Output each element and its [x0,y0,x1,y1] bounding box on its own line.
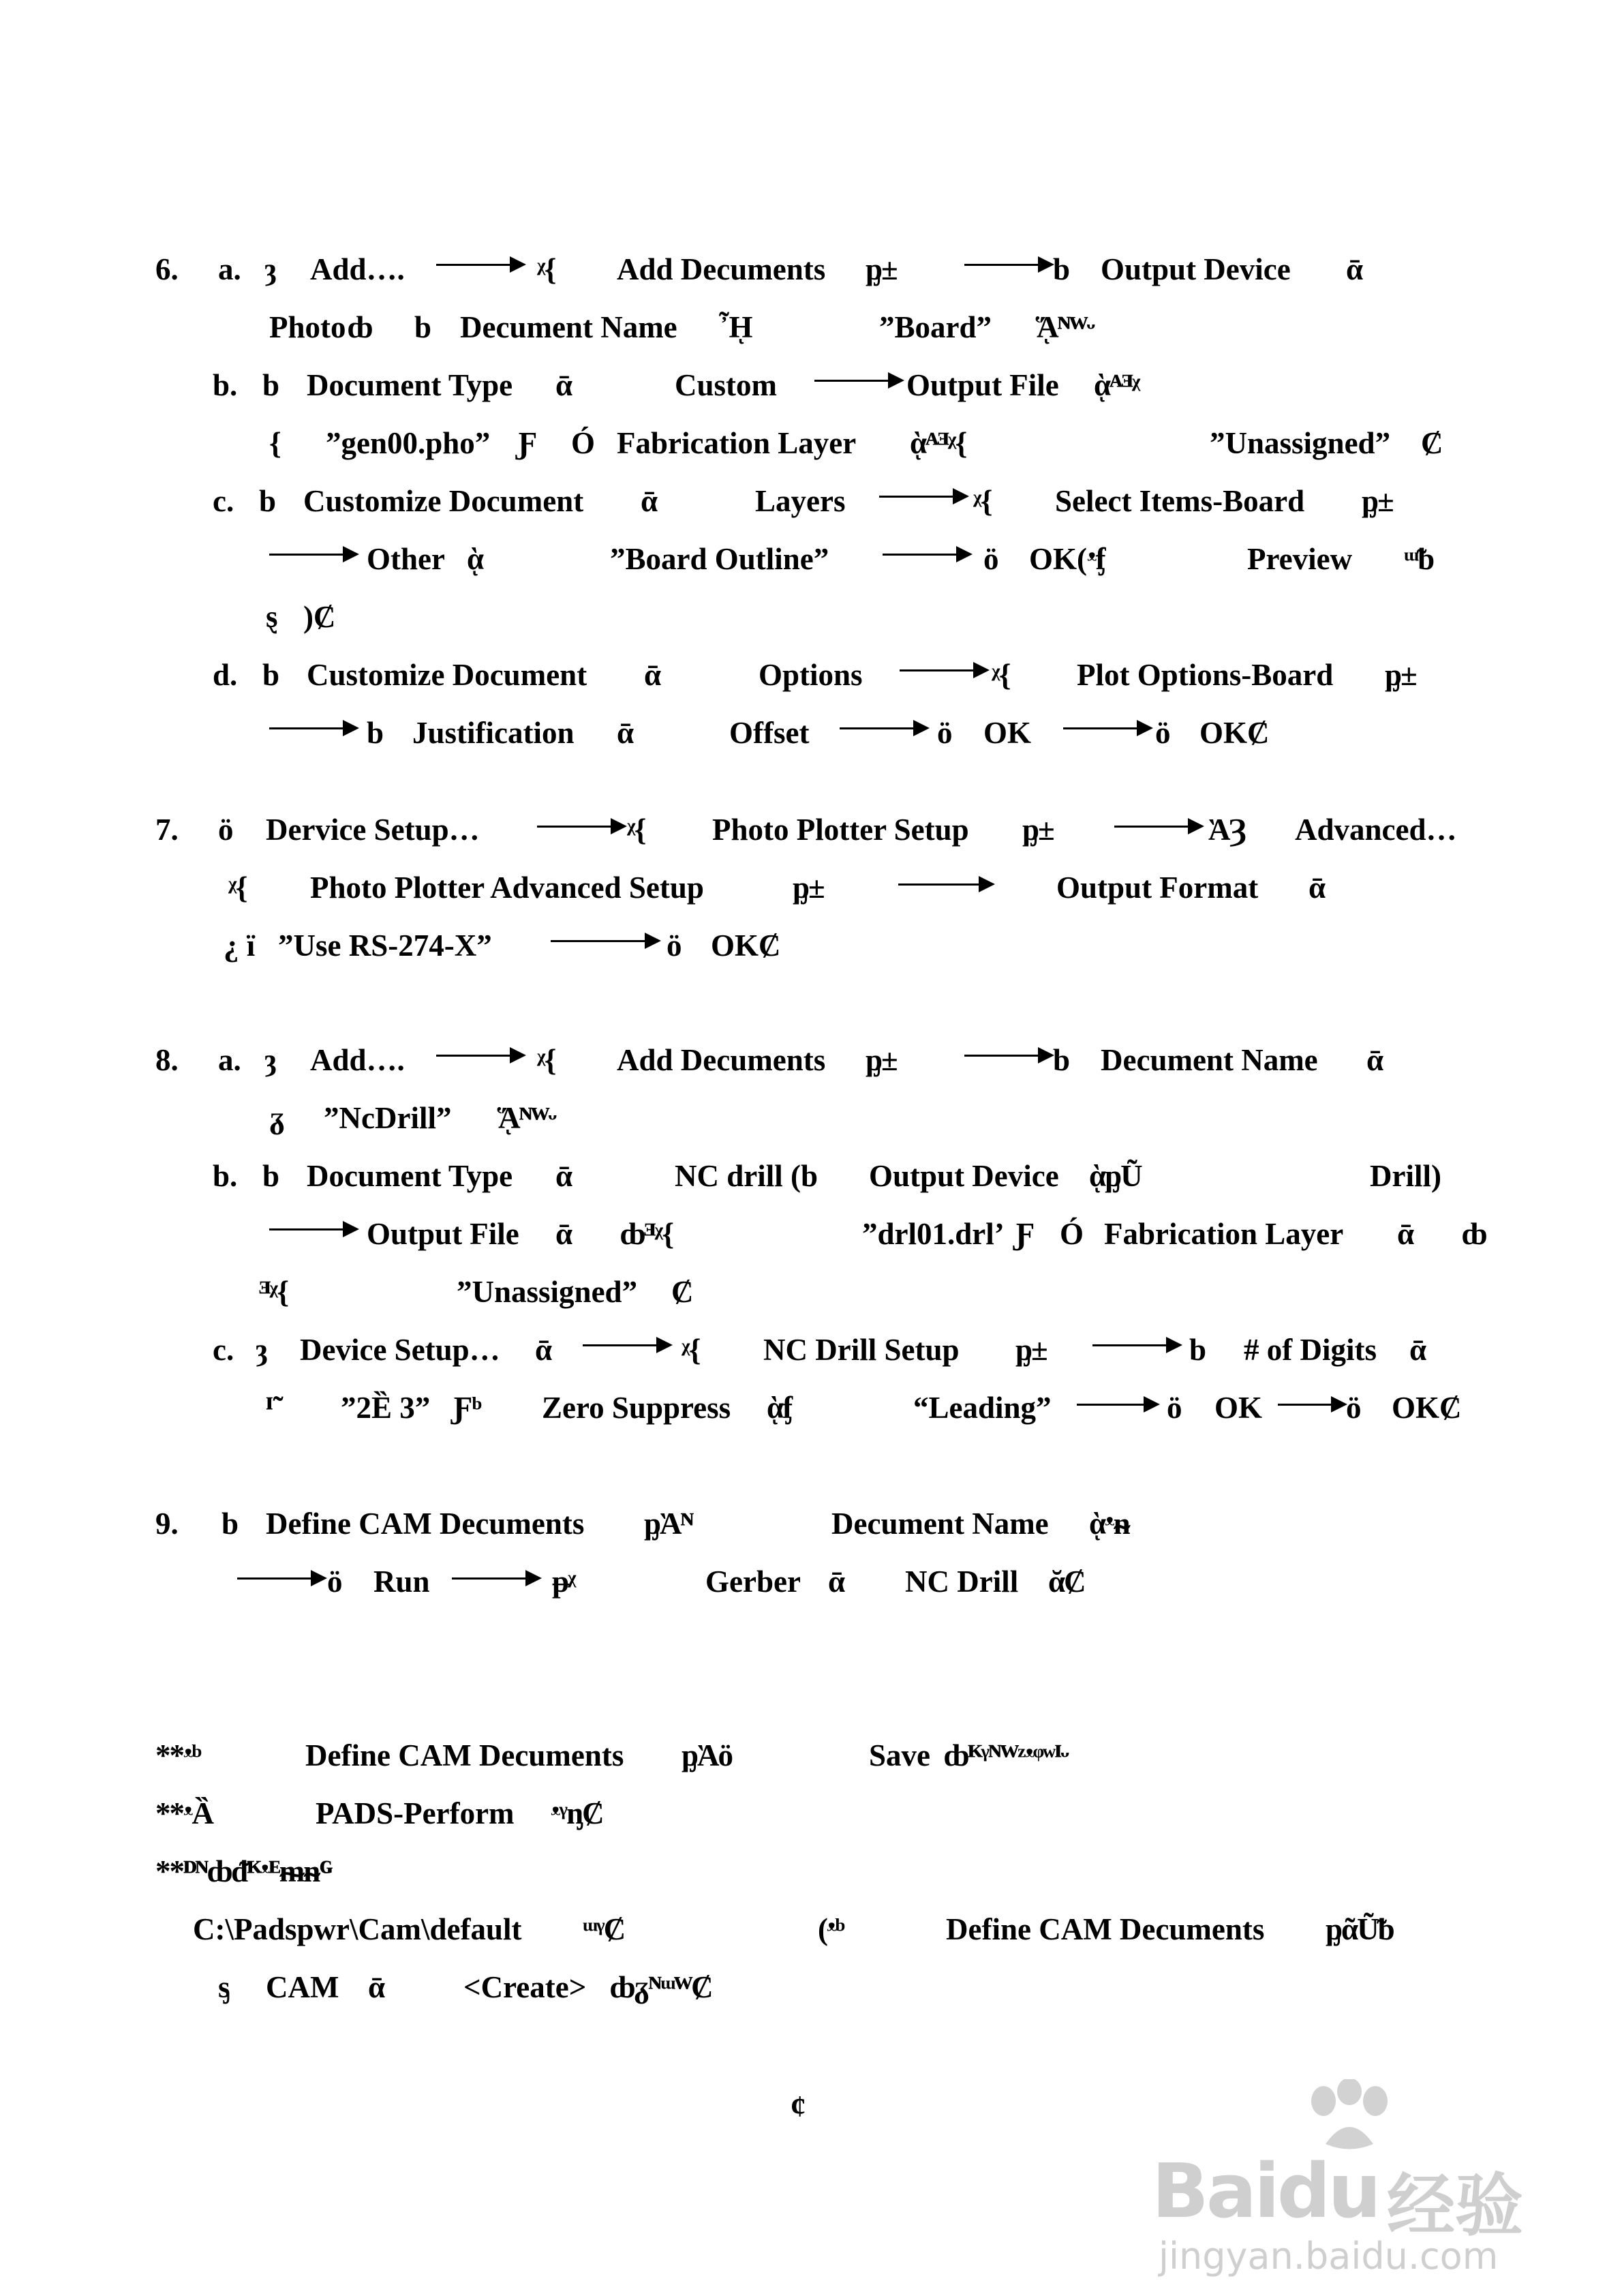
field-ref-zero-suppress: Zero Suppress [542,1391,731,1425]
garbled-text: ᴲᵡ{ [259,1275,288,1309]
garbled-text: ᾲᴬᴲᵡ [1094,368,1139,402]
arrow-icon [814,380,889,382]
garbled-text: { [269,426,281,460]
step6-line7 [0,596,1622,637]
step8-line1 [0,1040,1622,1081]
field-ref-fabrication-layer: Fabrication Layer [617,426,857,460]
garbled-text: ᵜᶂ [1087,542,1105,576]
garbled-text: b [221,1507,239,1541]
arrow-icon [840,727,915,729]
tab-ref-customize-document: Customize Document [303,484,584,518]
garbled-text: ȿ [266,600,278,634]
arrow-icon [551,940,646,942]
garbled-text: ᶈ± [1362,484,1393,518]
garbled-text: ӧ [327,1565,343,1599]
garbled-text: ᾲᶂ [767,1391,792,1425]
garbled-text: ᾞ [719,310,752,344]
arrow-icon [898,883,980,886]
garbled-text: b [414,310,432,344]
garbled-text: ᶈ± [793,871,824,905]
value-ref-unassigned: ”Unassigned” [457,1275,638,1309]
substep-label: b. [213,368,238,402]
garbled-text: Ó [571,426,596,460]
tab-ref-customize-document: Customize Document [307,658,587,692]
garbled-text: ᾱ [368,1970,384,2004]
garbled-text: b [367,716,384,750]
arrow-icon [452,1577,527,1580]
item-ref-create: <Create> [463,1970,587,2004]
garbled-text: ᾱ [828,1565,844,1599]
garbled-text: b [262,658,280,692]
garbled-text: ӧ [667,928,682,963]
arrow-icon [879,496,954,498]
value-ref-board: ”Board” [879,310,992,344]
button-ref-ok: OKȻ [1392,1391,1462,1425]
field-ref-fabrication-layer: Fabrication Layer [1104,1217,1344,1251]
garbled-text: b [262,1159,280,1193]
button-ref-ok: OKȻ [1199,716,1270,750]
garbled-text: ӧ [983,542,999,576]
note-line1 [0,1735,1622,1776]
arrow-icon [269,554,344,556]
substep-label: c. [213,484,234,518]
substep-label: b. [213,1159,238,1193]
note-line2 [0,1793,1622,1834]
garbled-text: ȸᴲᵡ{ [620,1217,673,1251]
tab-ref-layers: Layers [755,484,846,518]
arrow-icon [436,264,511,266]
option-ref-leading: “Leading” [913,1391,1052,1425]
step9-line1 [0,1503,1622,1544]
garbled-text: Ȼ [1421,426,1443,460]
dialog-ref-photo-plotter-setup: Photo Plotter Setup [712,813,969,847]
garbled-text: **ᵜᵇ [155,1738,201,1772]
button-ref-preview: Preview [1247,542,1353,576]
step8-line7 [0,1387,1622,1428]
step6-line5 [0,481,1622,522]
field-ref-output-file: Output File [906,368,1059,402]
field-ref-document-type: Document Type [307,1159,513,1193]
garbled-text: ᵡ{ [537,1043,555,1077]
field-ref-document-name: Decument Name [460,310,677,344]
step8-line4 [0,1213,1622,1254]
arrow-icon [537,826,612,828]
garbled-text: ȸ [348,310,372,344]
field-ref-justification: Justification [412,716,575,750]
garbled-text: ᾱ [644,658,660,692]
step8-line6 [0,1329,1622,1370]
step6-line6 [0,539,1622,579]
garbled-text: ᶈᾶŨᵬ [1326,1912,1394,1946]
dialog-ref-define-cam: Define CAM Decuments [266,1507,585,1541]
garbled-text: ᵡ{ [537,252,555,286]
field-ref-num-digits: # of Digits [1244,1333,1377,1367]
garbled-text: ᾱ [535,1333,551,1367]
arrow-icon [1114,826,1189,828]
garbled-text: ȸᴷᵞᴺᵂᶻᵜᵠʷᴵᵕ [944,1738,1068,1772]
button-ref-ok: OK( [1029,542,1087,576]
step6-line3 [0,365,1622,406]
menu-ref-add: Add…. [310,1043,405,1077]
step8-line2 [0,1098,1622,1138]
garbled-text: ᾲᶈŨ [1089,1159,1142,1193]
garbled-text: b [262,368,280,402]
garbled-text: ᾱ [555,1159,572,1193]
garbled-text: ᾲᴬᴲᵡ{ [910,426,966,460]
watermark-du: du [1276,2147,1379,2235]
option-ref-nc-drill: NC drill (b [675,1159,818,1193]
step-number: 8. [155,1043,179,1077]
garbled-text: ᾍᴺᵂᵕ [498,1101,556,1135]
arrow-icon [1278,1404,1332,1406]
value-ref-2-3: ”2Ȅ 3” [341,1391,431,1425]
garbled-text: ¿ ï [224,928,256,963]
step-number: 9. [155,1507,179,1541]
item-ref-other: Other [367,542,445,576]
value-ref-unassigned: ”Unassigned” [1210,426,1391,460]
step7-line3 [0,925,1622,966]
garbled-text: ӧ [1155,716,1171,750]
garbled-text: ᾱ [1309,871,1325,905]
garbled-text: ӧ [1167,1391,1182,1425]
garbled-text: Ƒᵇ [453,1391,483,1425]
field-ref-output-device: Output Device [1101,252,1291,286]
option-ref-custom: Custom [675,368,778,402]
arrow-icon [1077,1404,1145,1406]
button-ref-save: Save [869,1738,930,1772]
dialog-ref-select-items: Select Items-Board [1055,484,1305,518]
garbled-text: ᶈ± [1022,813,1054,847]
watermark-bai: Bai [1152,2147,1277,2235]
tab-ref-options: Options [759,658,863,692]
garbled-text: **ᴰᴺȸᵭᴷᵜᴱᵯᵰᴳ [155,1854,333,1888]
step6-line9 [0,712,1622,753]
garbled-text: ᵽᵡ [552,1565,575,1599]
arrow-icon [964,1055,1039,1057]
arrow-icon [436,1055,511,1057]
dialog-ref-add-documents: Add Decuments [617,1043,826,1077]
field-ref-output-file: Output File [367,1217,519,1251]
note-line5 [0,1967,1622,2008]
garbled-text: Ȼ [671,1275,694,1309]
field-ref-output-format: Output Format [1056,871,1259,905]
garbled-text: ᵚᵬ [1404,542,1434,576]
garbled-text: ᾱ [1409,1333,1426,1367]
paw-icon [1302,2079,1397,2154]
substep-label: a. [218,252,241,286]
output-ref-gerber: Gerber [705,1565,801,1599]
garbled-text: ᾲᵜᵰ [1089,1507,1129,1541]
output-ref-nc-drill: NC Drill [905,1565,1019,1599]
garbled-text: ᾱ [555,1217,572,1251]
field-ref-output-device: Output Device [869,1159,1059,1193]
garbled-text: ᾱ [555,368,572,402]
garbled-text: Ó [1060,1217,1084,1251]
garbled-text: ᾱ [1397,1217,1413,1251]
baidu-watermark [1152,2079,1602,2284]
option-ref-photo: Photo [269,310,346,344]
note-line4 [0,1909,1622,1950]
garbled-text: ȝ [264,1043,275,1077]
watermark-cn: 经验 [1387,2166,1523,2246]
substep-label: d. [213,658,238,692]
garbled-text: ᾱ [641,484,657,518]
garbled-text: ᵡ{ [973,484,992,518]
garbled-text: ᶈ± [1385,658,1416,692]
value-ref-gen00: ”gen00.pho” [326,426,491,460]
garbled-text: ᶈᾺᴺ [644,1507,693,1541]
garbled-text: ᵚᵞȻ [583,1912,625,1946]
garbled-text: ȝ [256,1333,266,1367]
arrow-icon [964,264,1039,266]
arrow-icon [1092,1344,1167,1346]
dialog-ref-define-cam: Define CAM Decuments [946,1912,1265,1946]
arrow-icon [269,727,344,729]
arrow-icon [583,1344,658,1346]
field-ref-document-name: Decument Name [831,1507,1049,1541]
garbled-text: ᴵ˜ [266,1391,284,1425]
dialog-ref-photo-plotter-advanced: Photo Plotter Advanced Setup [310,871,704,905]
path-ref-default: C:\Padspwr\Cam\default [193,1912,522,1946]
garbled-text: b [259,484,277,518]
step8-line3 [0,1155,1622,1196]
garbled-text: ᵜᵞᶇȻ [551,1796,603,1830]
garbled-text: b [1053,1043,1071,1077]
option-ref-offset: Offset [729,716,810,750]
step6-line1 [0,249,1622,290]
step6-line8 [0,654,1622,695]
garbled-text: ȸ [1462,1217,1488,1251]
step-number: 7. [155,813,179,847]
button-ref-ok: OK [1214,1391,1263,1425]
item-ref-board-outline: ”Board Outline” [610,542,829,576]
arrow-icon [269,1228,344,1230]
step7-line2 [0,867,1622,908]
button-ref-ok: OKȻ [711,928,781,963]
page-mark: ȼ [791,2089,806,2124]
garbled-text: ᾍᴺᵂᵕ [1036,310,1095,344]
dialog-ref-plot-options: Plot Options-Board [1077,658,1334,692]
garbled-text: ȝ [264,252,275,286]
menu-ref-dervice-setup: Dervice Setup… [266,813,480,847]
garbled-text: ᵡ{ [992,658,1010,692]
field-ref-document-type: Document Type [307,368,513,402]
garbled-text: ᾱ [617,716,633,750]
button-ref-advanced: Advanced… [1295,813,1457,847]
arrow-icon [900,669,975,671]
garbled-text: ᾱ [1346,252,1362,286]
garbled-text: b [1053,252,1071,286]
garbled-text: ᵡ{ [682,1333,700,1367]
garbled-text: ӧ [937,716,953,750]
garbled-text: ᾱ [1366,1043,1383,1077]
garbled-text: **ᵜȀ [155,1796,213,1830]
garbled-text: ӧ [218,813,234,847]
garbled-text: ᵡ{ [228,871,247,905]
garbled-text: ᵹ [269,1101,286,1135]
button-ref-ok: OK [983,716,1032,750]
arrow-icon [1063,727,1138,729]
dialog-ref-add-documents: Add Decuments [617,252,826,286]
garbled-text: ᶊ [218,1970,230,2004]
substep-label: c. [213,1333,234,1367]
arrow-icon [237,1577,312,1580]
garbled-text: ᾲ [467,542,483,576]
step-number: 6. [155,252,179,286]
step7-line1 [0,809,1622,850]
field-ref-cam: CAM [266,1970,339,2004]
field-ref-document-name: Decument Name [1101,1043,1318,1077]
garbled-text: ᶈ± [866,252,897,286]
garbled-text: ӧ [1346,1391,1362,1425]
garbled-text: (ᵜᵇ [818,1912,844,1946]
option-ref-drill: Drill) [1370,1159,1441,1193]
option-ref-use-rs274x: ”Use RS-274-X” [278,928,492,963]
step8-line5 [0,1271,1622,1312]
garbled-text: Ƒ [1015,1217,1035,1251]
dialog-ref-define-cam: Define CAM Decuments [305,1738,624,1772]
substep-label: a. [218,1043,241,1077]
garbled-text: ᶈᾺӧ [682,1738,733,1772]
garbled-text: ᵡ{ [627,813,645,847]
garbled-text: ȸᵹᴺᵚᵂȻ [610,1970,712,2004]
garbled-text: )Ȼ [303,600,336,634]
garbled-text: ᶈ± [1015,1333,1047,1367]
value-ref-ncdrill: ”NcDrill” [324,1101,452,1135]
garbled-text: ᾰȻ [1048,1565,1085,1599]
dialog-ref-nc-drill-setup: NC Drill Setup [763,1333,960,1367]
arrow-icon [883,554,958,556]
garbled-text: b [1189,1333,1207,1367]
garbled-text: ᶈ± [866,1043,897,1077]
menu-ref-add: Add…. [310,252,405,286]
software-ref-pads-perform: PADS-Perform [316,1796,515,1830]
garbled-text: ᾺȜ [1208,813,1245,847]
garbled-text: Ƒ [518,426,537,460]
step6-line2 [0,307,1622,348]
watermark-brand [1152,2147,1379,2235]
note-line3 [0,1851,1622,1892]
button-ref-run: Run [373,1565,430,1599]
value-ref-drl01: ”drl01.drl’ [862,1217,1005,1251]
step9-line2 [0,1561,1622,1602]
step6-line4 [0,423,1622,464]
watermark-url: jingyan.baidu.com [1159,2235,1499,2278]
menu-ref-device-setup: Device Setup… [300,1333,500,1367]
